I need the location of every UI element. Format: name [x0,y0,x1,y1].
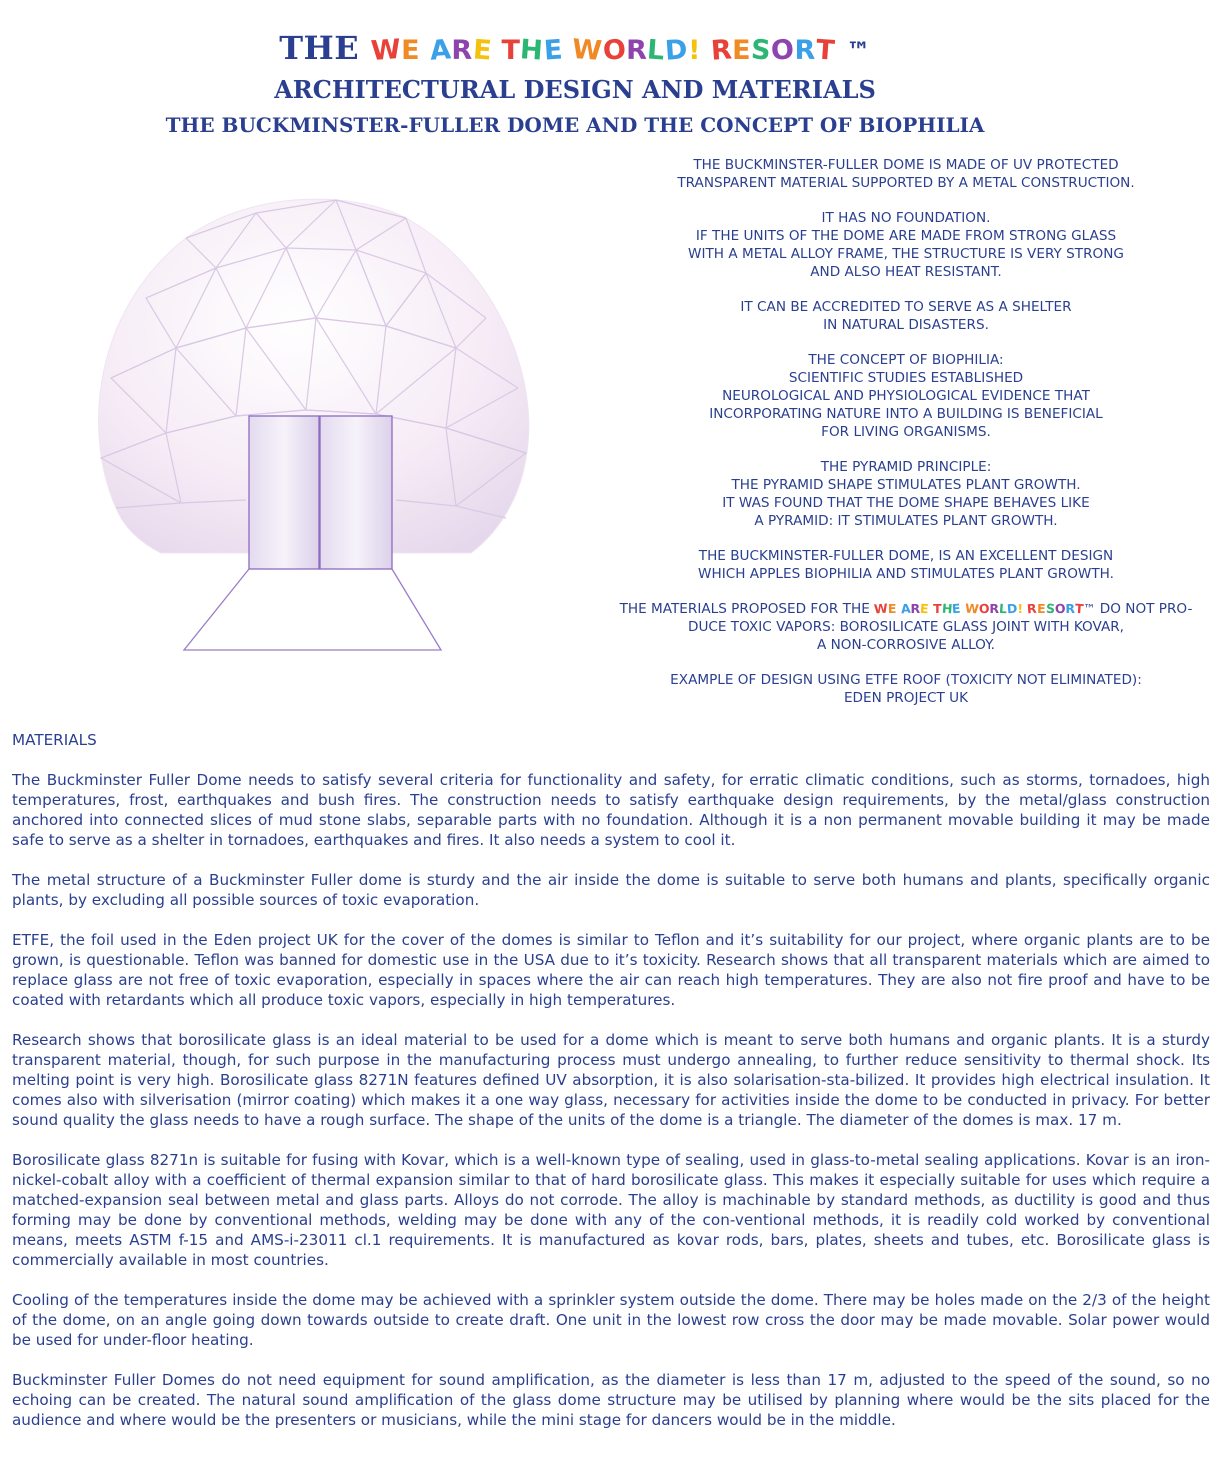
subtitle-architectural: ARCHITECTURAL DESIGN AND MATERIALS [274,75,876,104]
text-line: A NON-CORROSIVE ALLOY. [817,637,995,653]
section-heading: MATERIALS [12,731,97,749]
body-paragraph: Research shows that borosilicate glass is an ideal material to be used for a dome which is meant to serve both humans and organic plants. It is a sturdy transparent material, though, for such purpose in the manufacturing process must undergo annealing, to further reduce sensitivity to thermal shock. Its melting point is very high. Borosilicate glass 8271N features defined UV absorption, it is also solarisation-sta-bilized. It provides high electrical insulation. It comes also with silverisation (mirror coating) which makes it a one way glass, necessary for activities inside the dome to be conducted in privacy. For better sound quality the glass needs to have a rough surface. The shape of the units of the dome is a triangle. The diameter of the domes is max. 17 m. [12,1031,1210,1129]
text-line: EXAMPLE OF DESIGN USING ETFE ROOF (TOXICITY NOT ELIMINATED): [670,672,1142,688]
materials-section [12,730,1210,1450]
brand-letter: E [401,35,421,66]
brand-letter: O [601,34,628,67]
text-line: IT HAS NO FOUNDATION. [821,210,991,226]
entrance-path [184,569,441,650]
brand-letter: T [933,601,942,616]
body-paragraph: Cooling of the temperatures inside the dome may be achieved with a sprinkler system outside the dome. There may be holes made on the 2/3 of the height of the dome, on an angle going down towards outside to create draft. One unit in the lowest row cross the door may be made movable. Solar power would be used for under-floor heating. [12,1291,1210,1349]
resort-brand-name-small [874,601,1083,617]
brand-letter: D [664,34,690,67]
brand-letter: W [964,600,980,617]
brand-letter: R [1065,601,1075,616]
text-line: WITH A METAL ALLOY FRAME, THE STRUCTURE IS VERY STRONG [688,246,1124,262]
page-header [0,26,1150,141]
text-line: THE PYRAMID SHAPE STIMULATES PLANT GROWTH. [731,477,1081,493]
brand-letter: E [732,35,752,66]
brand-letter: E [542,34,564,67]
brand-letter: S [1045,600,1056,617]
desc-paragraph-materials [600,600,1212,654]
geodesic-dome-icon [86,188,546,668]
text-line: FOR LIVING ORGANISMS. [821,424,991,440]
brand-letter: R [451,35,473,66]
brand-letter: A [428,34,453,67]
door-right-panel [320,416,392,569]
desc-paragraph-pyramid [600,458,1212,530]
brand-letter: ! [688,35,701,66]
text-line: IF THE UNITS OF THE DOME ARE MADE FROM STRONG GLASS [695,228,1117,244]
title-prefix: THE [279,29,360,67]
desc-paragraph-2 [600,209,1212,281]
brand-letter: W [571,33,604,68]
desc-paragraph-1 [600,156,1212,192]
brand-letter: O [1054,600,1066,617]
brand-letter: W [369,33,403,68]
text-line: WHICH APPLES BIOPHILIA AND STIMULATES PLANT GROWTH. [698,566,1114,582]
brand-letter: R [794,35,816,66]
page-title [0,26,1150,73]
brand-letter: S [750,34,773,67]
desc-paragraph-3 [600,298,1212,334]
text-line: THE BUCKMINSTER-FULLER DOME, IS AN EXCELLENT DESIGN [698,548,1114,564]
body-paragraph: Buckminster Fuller Domes do not need equipment for sound amplification, as the diameter is less than 17 m, adjusted to the speed of the sound, so no echoing can be created. The natural sound amplification of the glass dome structure may be utilised by planning where would be the sits placed for the audience and where would be the presenters or musicians, while the mini stage for dancers would be in the middle. [12,1371,1210,1429]
text-line: DUCE TOXIC VAPORS: BOROSILICATE GLASS JOINT WITH KOVAR, [687,619,1125,635]
brand-letter: E [471,34,493,67]
brand-letter: W [873,600,889,617]
text-line: NEUROLOGICAL AND PHYSIOLOGICAL EVIDENCE THAT [722,388,1090,404]
brand-letter: O [978,600,990,617]
body-paragraph: The metal structure of a Buckminster Fuller dome is sturdy and the air inside the dome is suitable to serve both humans and plants, specifically organic plants, by excluding all possible sources of toxic evaporation. [12,871,1210,909]
materials-suffix: DO NOT PRO- [1095,601,1193,617]
brand-letter: H [941,600,953,617]
desc-paragraph-6 [600,547,1212,583]
brand-letter: L [646,34,667,67]
text-line [600,600,1212,618]
brand-letter: ! [1017,601,1024,616]
materials-prefix: THE MATERIALS PROPOSED FOR THE [619,601,875,617]
brand-letter: R [626,35,648,66]
brand-letter: T [1074,600,1085,617]
text-line: THE CONCEPT OF BIOPHILIA: [808,352,1004,368]
trademark-symbol: ™ [846,37,871,65]
brand-letter: L [998,600,1008,617]
text-line: THE PYRAMID PRINCIPLE: [820,459,992,475]
text-line: AND ALSO HEAT RESISTANT. [810,264,1002,280]
text-line: EDEN PROJECT UK [843,690,969,706]
text-line: TRANSPARENT MATERIAL SUPPORTED BY A METAL CONSTRUCTION. [677,175,1135,191]
brand-letter: E [887,601,897,616]
desc-paragraph-biophilia [600,351,1212,441]
body-paragraph: ETFE, the foil used in the Eden project UK for the cover of the domes is similar to Teflon and it’s suitability for our project, where organic plants are to be grown, is questionable. Teflon was banned for domestic use in the USA due to it’s toxicity. Research shows that all transparent materials which are aimed to replace glass are not free of toxic evaporation, especially in spaces where the air can reach high temperatures. They are also not fire proof and have to be coated with retardants which all produce toxic vapors, especially in high temperatures. [12,931,1210,1009]
brand-letter: E [1037,601,1046,616]
text-line: SCIENTIFIC STUDIES ESTABLISHED [788,370,1024,386]
text-line: INCORPORATING NATURE INTO A BUILDING IS BENEFICIAL [709,406,1103,422]
trademark-symbol: ™ [1083,602,1096,616]
brand-letter: R [1026,600,1038,617]
body-paragraph: The Buckminster Fuller Dome needs to satisfy several criteria for functionality and safety, for erratic climatic conditions, such as storms, tornadoes, high temperatures, frost, earthquakes and bush fires. The construction needs to satisfy earthquake design requirements, by the metal/glass construction anchored into connected slices of mud stone slabs, separable parts with no foundation. Although it is a non permanent movable building it may be made safe to serve as a shelter in tornadoes, earthquakes and fires. It also needs a system to cool it. [12,771,1210,849]
brand-letter: R [910,601,921,616]
text-line: IN NATURAL DISASTERS. [823,317,989,333]
brand-letter: R [709,34,734,67]
brand-letter: A [900,600,911,617]
dome-description [600,156,1212,724]
brand-letter: T [814,34,836,67]
text-line: IT CAN BE ACCREDITED TO SERVE AS A SHELTER [740,299,1072,315]
brand-letter: T [501,35,521,66]
door-left-panel [249,416,319,569]
desc-paragraph-example [600,671,1212,707]
brand-letter: R [989,601,1000,616]
brand-letter: D [1006,600,1018,617]
body-paragraph: Borosilicate glass 8271n is suitable for fusing with Kovar, which is a well-known type of sealing, used in glass-to-metal sealing applications. Kovar is an iron-nickel-cobalt alloy with a coefficient of thermal expansion similar to that of hard borosilicate glass. This makes it especially suitable for uses which require a matched-expansion seal between metal and glass parts. Alloys do not corrode. The alloy is machinable by standard methods, as ductility is good and thus forming may be done by conventional methods, welding may be done with any of the con-ventional methods, it is readily cold worked by conventional means, meets ASTM f-15 and AMS-i-23011 cl.1 requirements. It is manufactured as kovar rods, bars, plates, sheets and tubes, etc. Borosilicate glass is commercially available in most countries. [12,1151,1210,1269]
resort-brand-name [371,29,835,67]
brand-letter: O [769,34,796,67]
text-line: A PYRAMID: IT STIMULATES PLANT GROWTH. [754,513,1058,529]
brand-letter: E [919,600,930,617]
brand-letter: E [951,600,962,617]
text-line: THE BUCKMINSTER-FULLER DOME IS MADE OF UV PROTECTED [693,157,1119,173]
brand-letter: H [519,34,545,67]
text-line: IT WAS FOUND THAT THE DOME SHAPE BEHAVES LIKE [722,495,1090,511]
subtitle-dome-biophilia: THE BUCKMINSTER-FULLER DOME AND THE CONCEPT OF BIOPHILIA [165,113,985,137]
